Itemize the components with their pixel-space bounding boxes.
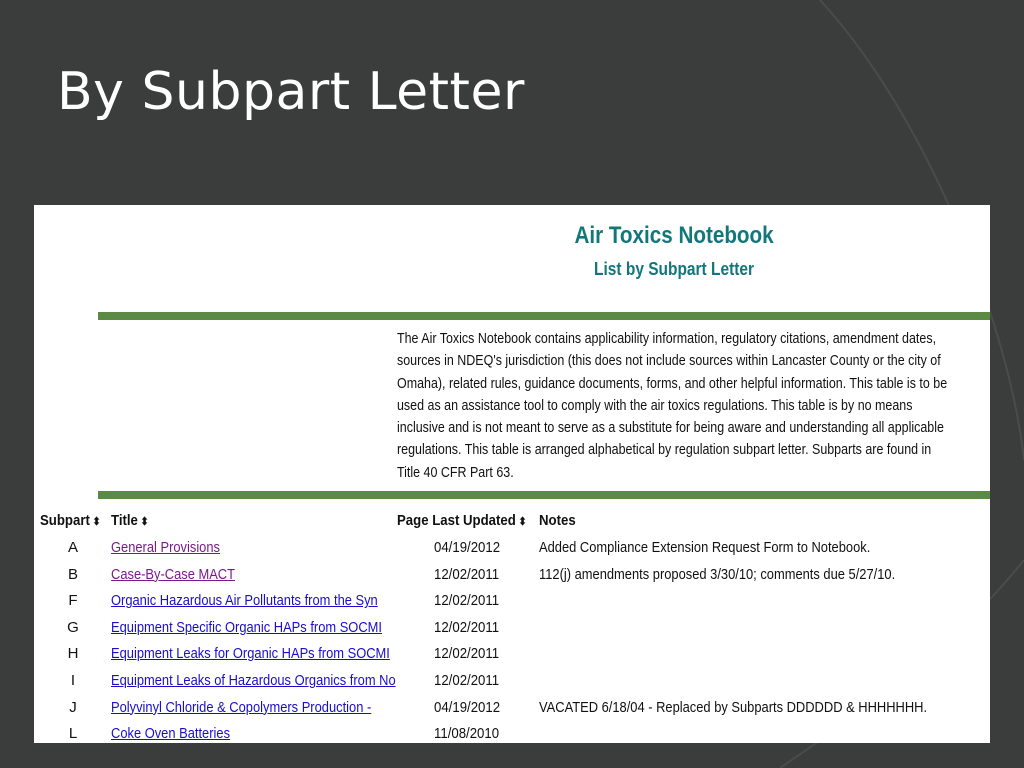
subpart-cell: G <box>67 618 79 636</box>
subpart-title-link[interactable]: Polyvinyl Chloride & Copolymers Production - <box>111 698 372 716</box>
last-updated-cell: 12/02/2011 <box>434 672 500 689</box>
embedded-webpage-screenshot <box>34 205 990 743</box>
table-row <box>34 536 990 563</box>
subpart-title-link[interactable]: Equipment Specific Organic HAPs from SOCMI <box>111 618 382 636</box>
column-header-subpart[interactable]: Subpart ⬍ <box>40 512 101 529</box>
last-updated-cell: 12/02/2011 <box>434 645 500 663</box>
notebook-title: Air Toxics Notebook <box>574 222 774 249</box>
subpart-cell: B <box>67 565 78 583</box>
table-row <box>34 642 990 669</box>
notes-cell: VACATED 6/18/04 - Replaced by Subparts DDDDDD & HHHHHHH. <box>539 698 928 716</box>
column-header-title[interactable]: Title ⬍ <box>111 512 149 529</box>
table-row <box>34 696 990 723</box>
last-updated-cell: 04/19/2012 <box>434 539 501 556</box>
green-divider-bottom <box>98 491 990 499</box>
last-updated-cell: 12/02/2011 <box>434 618 500 636</box>
subpart-cell: L <box>68 725 78 743</box>
subpart-title-link[interactable]: Case-By-Case MACT <box>111 565 236 583</box>
sort-arrows-icon: ⬍ <box>92 516 101 528</box>
green-divider-top <box>98 312 990 320</box>
column-header-updated[interactable]: Page Last Updated ⬍ <box>397 512 527 529</box>
notebook-description: The Air Toxics Notebook contains applicability information, regulatory citations, amendment dates, sources in NDEQ's jurisdiction (this does not include sources within Lancaster County or the city of Omaha), related rules, guidance documents, forms, and other helpful information. This table is to be used as an assistance tool to comply with the air toxics regulations. This table is by no means inclusive and is not meant to serve as a substitute for being aware and understanding all applicable regulations. This table is arranged alphabetical by regulation subpart letter. Subparts are found in Title 40 CFR Part 63. <box>397 331 948 481</box>
subpart-title-link[interactable]: Coke Oven Batteries <box>111 725 231 743</box>
table-row <box>34 669 990 696</box>
notebook-subtitle: List by Subpart Letter <box>594 259 755 279</box>
subpart-title-link[interactable]: Equipment Leaks for Organic HAPs from SOCMI <box>111 645 390 663</box>
sort-arrows-icon: ⬍ <box>518 516 527 528</box>
last-updated-cell: 11/08/2010 <box>434 725 500 743</box>
column-header-notes: Notes <box>539 512 576 529</box>
table-row <box>34 563 990 590</box>
table-row <box>34 616 990 643</box>
last-updated-cell: 12/02/2011 <box>434 565 500 583</box>
subpart-title-link[interactable]: General Provisions <box>111 539 220 556</box>
last-updated-cell: 04/19/2012 <box>434 698 501 716</box>
slide-title: By Subpart Letter <box>57 62 525 122</box>
subpart-title-link[interactable]: Organic Hazardous Air Pollutants from the Syn <box>111 592 378 610</box>
last-updated-cell: 12/02/2011 <box>434 592 500 610</box>
subpart-cell: J <box>69 698 77 716</box>
subpart-title-link[interactable]: Equipment Leaks of Hazardous Organics from No <box>111 672 396 689</box>
subpart-cell: H <box>67 645 79 663</box>
table-row <box>34 589 990 616</box>
subpart-cell: A <box>67 539 78 556</box>
notes-cell: 112(j) amendments proposed 3/30/10; comments due 5/27/10. <box>539 565 896 583</box>
notes-cell: Added Compliance Extension Request Form to Notebook. <box>539 539 871 556</box>
sort-arrows-icon: ⬍ <box>140 516 149 528</box>
table-row <box>34 722 990 743</box>
subpart-cell: F <box>68 592 78 610</box>
subpart-cell: I <box>70 672 76 689</box>
